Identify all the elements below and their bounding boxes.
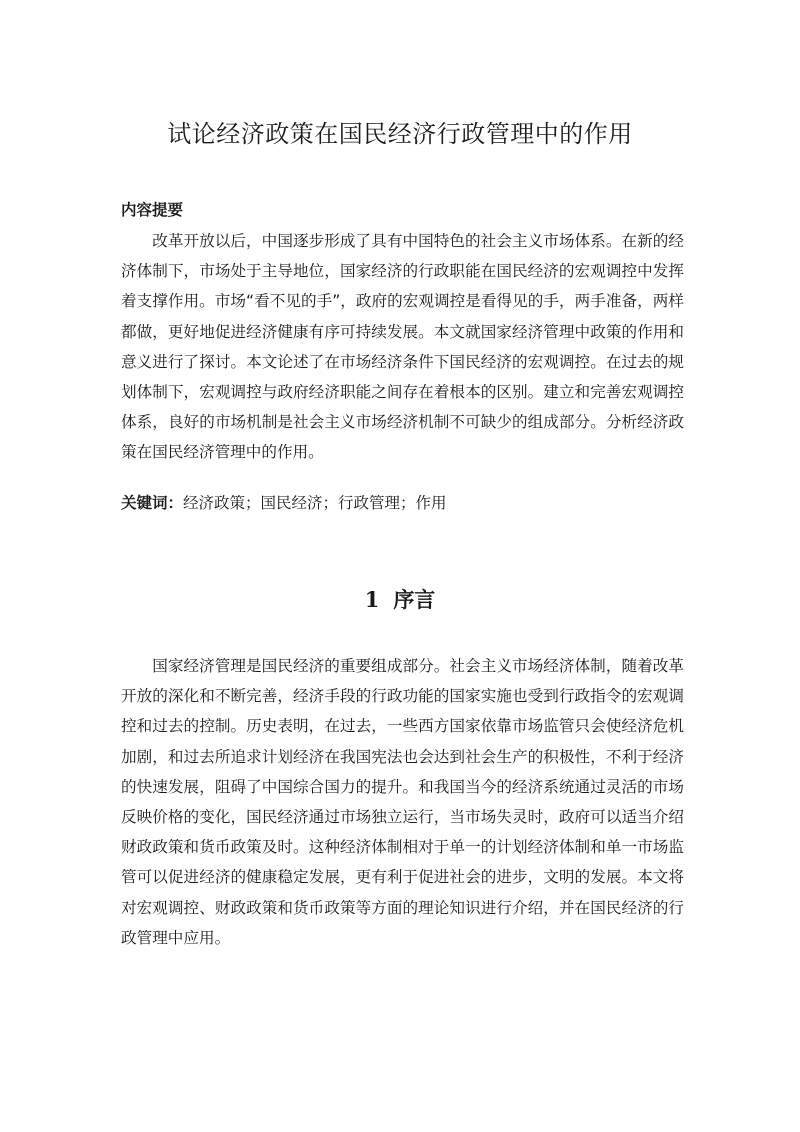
abstract-body: 改革开放以后，中国逐步形成了具有中国特色的社会主义市场体系。在新的经济体制下，市场处于主导地位，国家经济的行政职能在国民经济的宏观调控中发挥着支撑作用。市场“看不见的手”，政府的宏观调控是看得见的手，两手准备，两样都做，更好地促进经济健康有序可持续发展。本文就国家经济管理中政策的作用和意义进行了探讨。本文论述了在市场经济条件下国民经济的宏观调控。在过去的规划体制下，宏观调控与政府经济职能之间存在着根本的区别。建立和完善宏观调控体系，良好的市场机制是社会主义市场经济机制不可缺少的组成部分。分析经济政策在国民经济管理中的作用。 bbox=[121, 232, 684, 462]
keywords-value: 经济政策；国民经济；行政管理；作用 bbox=[183, 494, 447, 512]
section-title: 序言 bbox=[393, 587, 436, 612]
section-body: 国家经济管理是国民经济的重要组成部分。社会主义市场经济体制，随着改革开放的深化和不断完善，经济手段的行政功能的国家实施也受到行政指令的宏观调控和过去的控制。历史表明，在过去，一些西方国家依靠市场监管只会使经济危机加剧，和过去所追求计划经济在我国宪法也会达到社会生产的积极性，不利于经济的快速发展，阻碍了中国综合国力的提升。和我国当今的经济系统通过灵活的市场反映价格的变化，国民经济通过市场独立运行，当市场失灵时，政府可以适当介绍财政政策和货币政策及时。这种经济体制相对于单一的计划经济体制和单一市场监管可以促进经济的健康稳定发展，更有利于促进社会的进步，文明的发展。本文将对宏观调控、财政政策和货币政策等方面的理论知识进行介绍，并在国民经济的行政管理中应用。 bbox=[121, 657, 684, 947]
keywords-label: 关键词： bbox=[121, 494, 184, 512]
section-number: 1 bbox=[364, 587, 380, 612]
section-heading bbox=[0, 584, 800, 616]
abstract-heading: 内容提要 bbox=[121, 201, 184, 219]
keywords-line bbox=[121, 491, 447, 515]
document-title: 试论经济政策在国民经济行政管理中的作用 bbox=[167, 120, 633, 148]
